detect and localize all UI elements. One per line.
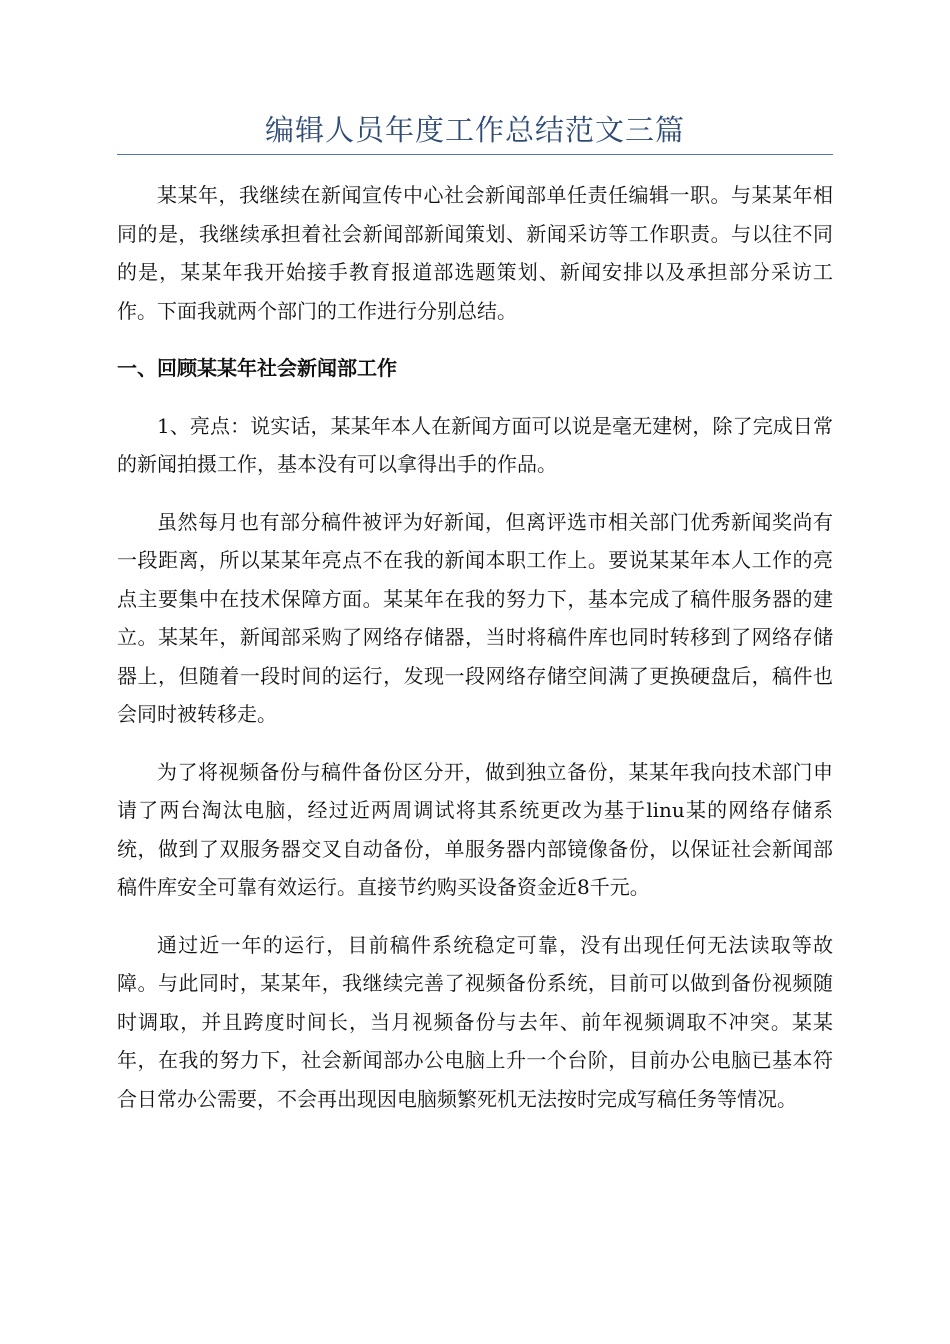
section-paragraph-news-awards: 虽然每月也有部分稿件被评为好新闻，但离评选市相关部门优秀新闻奖尚有一段距离，所以某某年亮点不在我的新闻本职工作上。要说某某年本人工作的亮点主要集中在技术保障方面。某某年在我的努力下，基本完成了稿件服务器的建立。某某年，新闻部采购了网络存储器，当时将稿件库也同时转移到了网络存储器上，但随着一段时间的运行，发现一段网络存储空间满了更换硬盘后，稿件也会同时被转移走。 [117,509,833,726]
document-body [117,176,833,1137]
section-paragraph-operation: 通过近一年的运行，目前稿件系统稳定可靠，没有出现任何无法读取等故障。与此同时，某某年，我继续完善了视频备份系统，目前可以做到备份视频随时调取，并且跨度时间长，当月视频备份与去年、前年视频调取不冲突。某某年，在我的努力下，社会新闻部办公电脑上升一个台阶，目前办公电脑已基本符合日常办公需要，不会再出现因电脑频繁死机无法按时完成写稿任务等情况。 [117,932,833,1111]
intro-paragraph: 某某年，我继续在新闻宣传中心社会新闻部单任责任编辑一职。与某某年相同的是，我继续承担着社会新闻部新闻策划、新闻采访等工作职责。与以往不同的是，某某年我开始接手教育报道部选题策划、新闻安排以及承担部分采访工作。下面我就两个部门的工作进行分别总结。 [117,183,833,323]
title-underline [117,154,833,155]
section-paragraph-backup: 为了将视频备份与稿件备份区分开，做到独立备份，某某年我向技术部门申请了两台淘汰电脑，经过近两周调试将其系统更改为基于linu某的网络存储系统，做到了双服务器交叉自动备份，单服务器内部镜像备份，以保证社会新闻部稿件库安全可靠有效运行。直接节约购买设备资金近8千元。 [117,759,833,899]
section-paragraph-highlights: 1、亮点：说实话，某某年本人在新闻方面可以说是毫无建树，除了完成日常的新闻拍摄工作，基本没有可以拿得出手的作品。 [117,413,833,476]
section-heading: 一、回顾某某年社会新闻部工作 [117,356,397,380]
document-title: 编辑人员年度工作总结范文三篇 [264,113,685,147]
